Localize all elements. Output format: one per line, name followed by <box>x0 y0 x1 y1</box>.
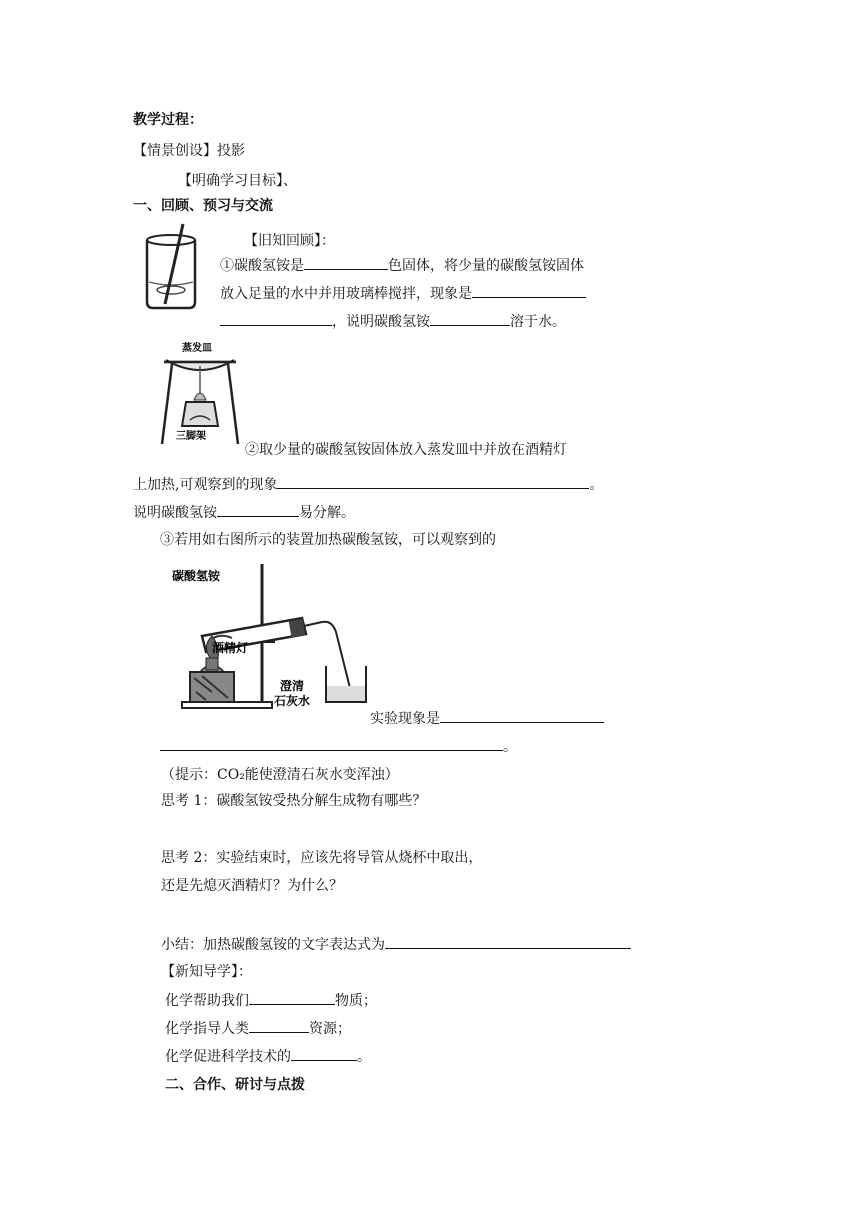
figure-label-limewater-1: 澄清 <box>280 679 305 693</box>
section-1-title: 一、回顾、预习与交流 <box>133 198 273 214</box>
think-1: 思考 1：碳酸氢铵受热分解生成物有哪些？ <box>161 793 427 809</box>
q3-line-3: 。 <box>160 736 517 757</box>
q1-line-2: 放入足量的水中并用玻璃棒搅拌，现象是 <box>220 283 586 304</box>
answer-blank-phenomenon-1b[interactable] <box>220 311 332 326</box>
figure-label-limewater-2: 石灰水 <box>274 694 311 708</box>
answer-blank-phenomenon-3b[interactable] <box>160 736 503 751</box>
heating-apparatus-figure <box>172 562 368 716</box>
q1-line-3: ，说明碳酸氢铵 溶于水。 <box>220 311 566 332</box>
answer-blank-equation[interactable] <box>385 934 631 949</box>
goal-line: 【明确学习目标】、 <box>178 173 297 189</box>
summary-line: 小结：加热碳酸氢铵的文字表达式为 <box>161 934 631 955</box>
answer-blank-phenomenon-2[interactable] <box>277 474 589 489</box>
section-2-title: 二、合作、研讨与点拨 <box>165 1077 305 1093</box>
new-knowledge-title: 【新知导学】： <box>161 964 252 980</box>
review-title: 【旧知回顾】： <box>244 233 335 249</box>
page-heading: 教学过程： <box>133 112 203 128</box>
q2-line-1: ②取少量的碳酸氢铵固体放入蒸发皿中并放在酒精灯 <box>245 442 567 458</box>
answer-blank-solubility[interactable] <box>430 311 510 326</box>
figure-label-alcohol-lamp: 酒精灯 <box>212 641 249 655</box>
beaker-stirring-figure <box>131 218 211 318</box>
q1-line-1: ①碳酸氢铵是 色固体，将少量的碳酸氢铵固体 <box>220 255 584 276</box>
q3-line-1: ③若用如右图所示的装置加热碳酸氢铵，可以观察到的 <box>160 532 496 548</box>
q2-line-2: 上加热,可观察到的现象 。 <box>133 474 603 495</box>
hint-text: （提示：CO₂能使澄清石灰水变浑浊） <box>161 767 399 783</box>
answer-blank-substance[interactable] <box>249 990 335 1005</box>
new-knowledge-1: 化学帮助我们 物质； <box>165 990 377 1011</box>
new-knowledge-3: 化学促进科学技术的 。 <box>165 1046 371 1067</box>
new-knowledge-2: 化学指导人类 资源； <box>165 1018 351 1039</box>
answer-blank-technology[interactable] <box>291 1046 357 1061</box>
figure-label-tripod: 三脚架 <box>176 431 206 442</box>
figure-label-dish: 蒸发皿 <box>182 343 212 354</box>
think-2-line-1: 思考 2：实验结束时，应该先将导管从烧杯中取出， <box>161 850 483 866</box>
answer-blank-resource[interactable] <box>249 1018 309 1033</box>
q3-line-2: 实验现象是 <box>370 708 604 729</box>
figure-label-ammonium-bicarbonate: 碳酸氢铵 <box>172 569 221 583</box>
answer-blank-color[interactable] <box>304 255 388 270</box>
answer-blank-decompose[interactable] <box>217 502 299 517</box>
evaporating-dish-figure <box>158 340 242 452</box>
think-2-line-2: 还是先熄灭酒精灯？为什么？ <box>161 878 343 894</box>
answer-blank-phenomenon-1[interactable] <box>472 283 586 298</box>
scene-line: 【情景创设】投影 <box>133 143 245 159</box>
answer-blank-phenomenon-3[interactable] <box>440 708 604 723</box>
q2-line-3: 说明碳酸氢铵 易分解。 <box>133 502 355 523</box>
